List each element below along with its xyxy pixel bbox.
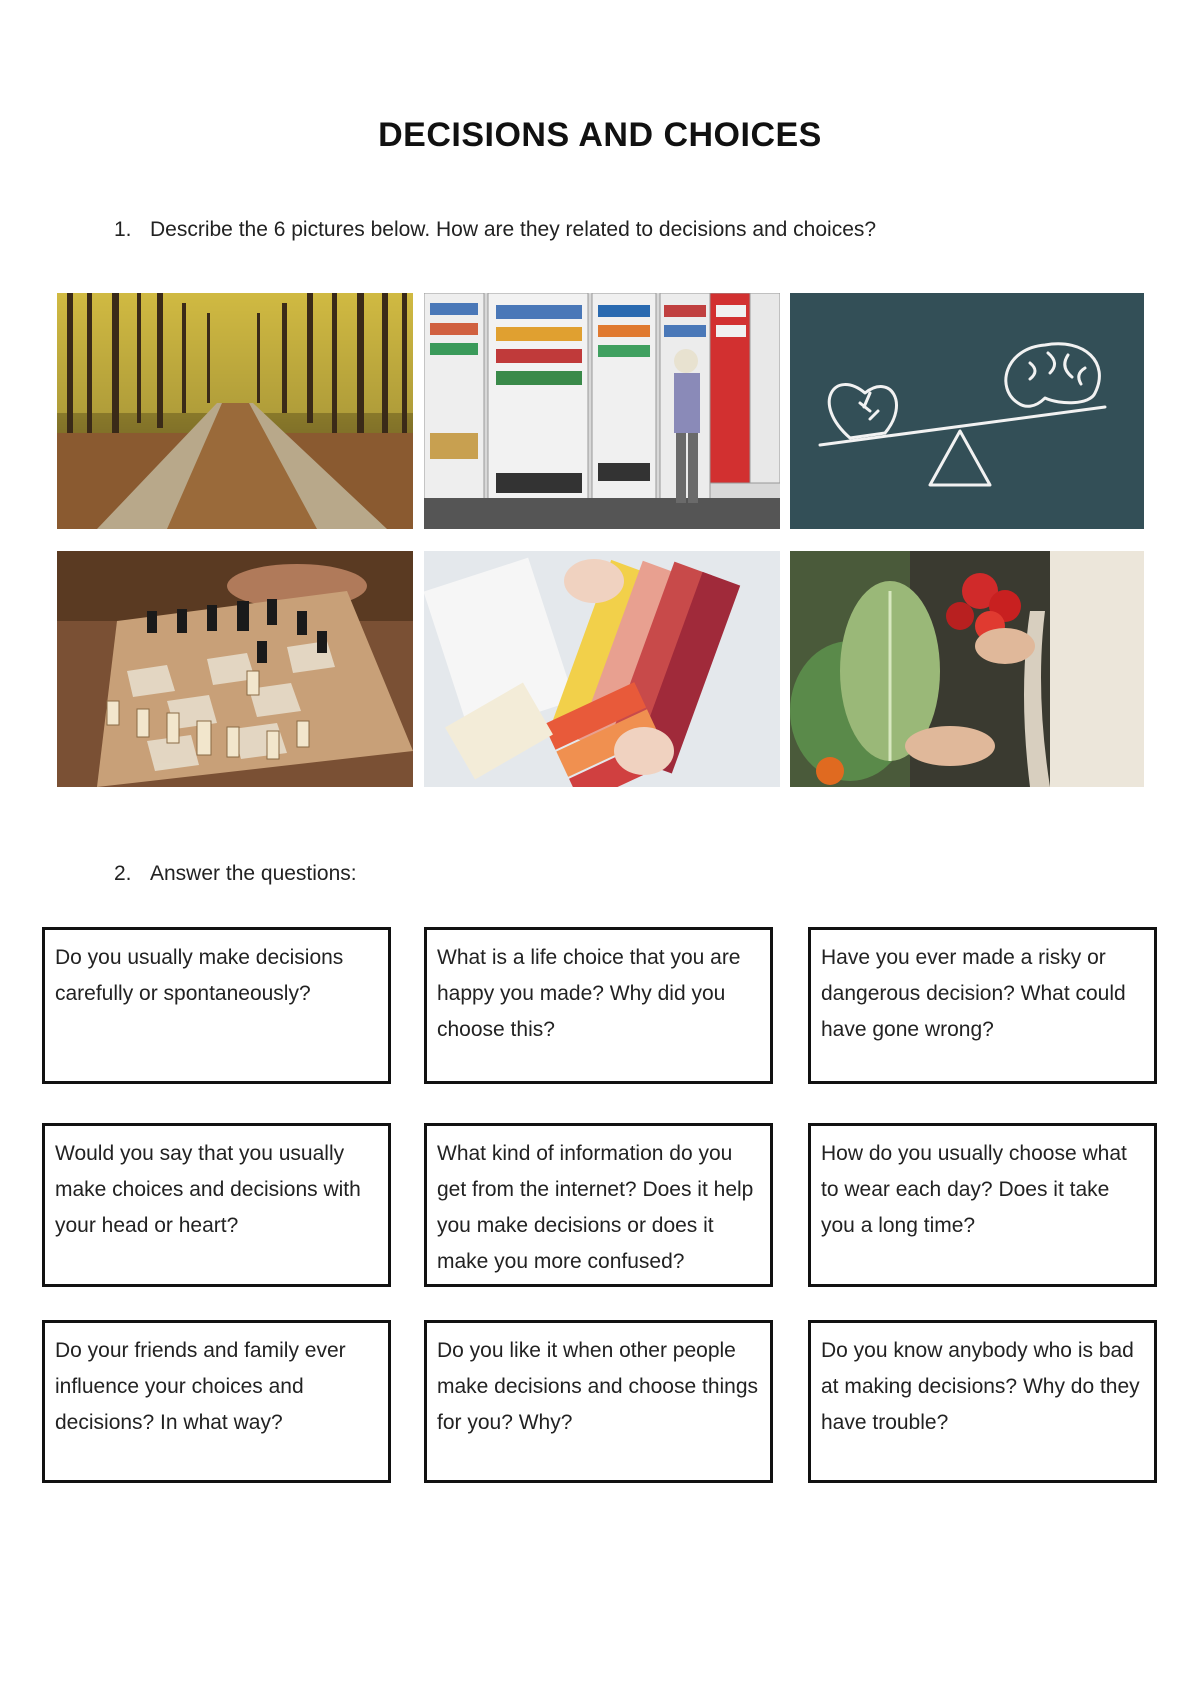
question-box: What is a life choice that you are happy you made? Why did you choose this? <box>424 927 773 1084</box>
question-box: Do your friends and family ever influence your choices and decisions? In what way? <box>42 1320 391 1483</box>
instruction-number: 2. <box>114 862 132 885</box>
instruction-2 <box>114 862 357 886</box>
picture-vegetables-shopping <box>790 551 1144 787</box>
question-box: Do you usually make decisions carefully or spontaneously? <box>42 927 391 1084</box>
picture-vending-machines <box>424 293 780 529</box>
question-box: Would you say that you usually make choices and decisions with your head or heart? <box>42 1123 391 1287</box>
question-box: Do you like it when other people make decisions and choose things for you? Why? <box>424 1320 773 1483</box>
instruction-number: 1. <box>114 218 132 241</box>
page-title: DECISIONS AND CHOICES <box>378 116 822 154</box>
picture-chess-board <box>57 551 413 787</box>
instruction-1 <box>114 218 876 242</box>
picture-forest-fork-road <box>57 293 413 529</box>
question-box: Do you know anybody who is bad at making decisions? Why do they have trouble? <box>808 1320 1157 1483</box>
question-box: How do you usually choose what to wear each day? Does it take you a long time? <box>808 1123 1157 1287</box>
instruction-text: Answer the questions: <box>150 862 357 885</box>
question-box: Have you ever made a risky or dangerous decision? What could have gone wrong? <box>808 927 1157 1084</box>
question-box: What kind of information do you get from the internet? Does it help you make decisions or does it make you more confused? <box>424 1123 773 1287</box>
picture-paint-color-swatches <box>424 551 780 787</box>
instruction-text: Describe the 6 pictures below. How are they related to decisions and choices? <box>150 218 877 241</box>
picture-heart-brain-seesaw <box>790 293 1144 529</box>
